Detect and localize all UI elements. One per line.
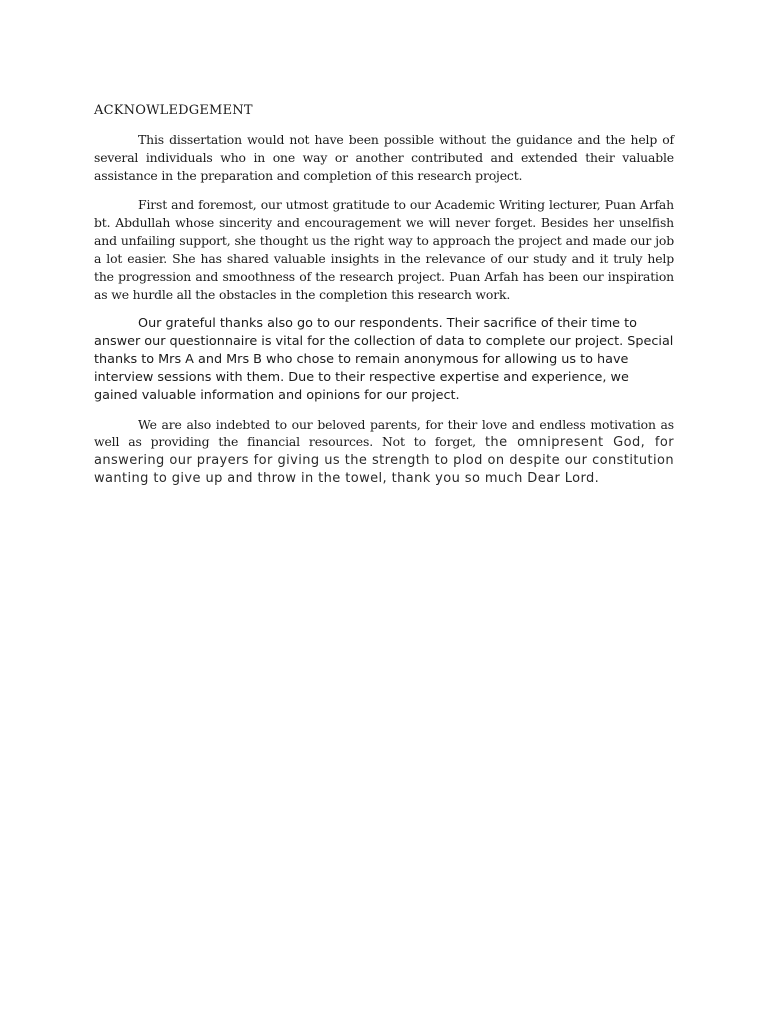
paragraph-respondents: Our grateful thanks also go to our respondents. Their sacrifice of their time to answer our questionnaire is vital for the collection of data to complete our project. Special thanks to Mrs A and Mrs B who chose to remain anonymous for allowing us to have interview sessions with them. Due to their respective expertise and experience, we gained valuable information and opinions for our project.: [94, 316, 674, 403]
paragraph-lecturer: First and foremost, our utmost gratitude to our Academic Writing lecturer, Puan Arfah bt. Abdullah whose sincerity and encouragement we will never forget. Besides her unselfish and unfailing support, she thought us the right way to approach the project and made our job a lot easier. She has shared valuable insights in the relevance of our study and it truly help the progression and smoothness of the research project. Puan Arfah has been our inspiration as we hurdle all the obstacles in the completion this research work.: [94, 197, 674, 302]
paragraph-parents-sans-part: the omnipresent God, for answering our prayers for giving us the strength to plod on despite our constitution wanting to give up and throw in the towel, thank you so much Dear Lord.: [94, 435, 674, 486]
paragraph-intro: This dissertation would not have been possible without the guidance and the help of several individuals who in one way or another contributed and extended their valuable assistance in the preparation and completion of this research project.: [94, 132, 674, 183]
paragraph-parents-serif-part: We are also indebted to our beloved parents, for their love and endless motivation as well as providing the financial resources. Not to forget,: [94, 417, 674, 449]
paragraph-parents: [94, 416, 674, 487]
document-heading: ACKNOWLEDGEMENT: [94, 103, 253, 118]
document-page: [94, 102, 674, 498]
